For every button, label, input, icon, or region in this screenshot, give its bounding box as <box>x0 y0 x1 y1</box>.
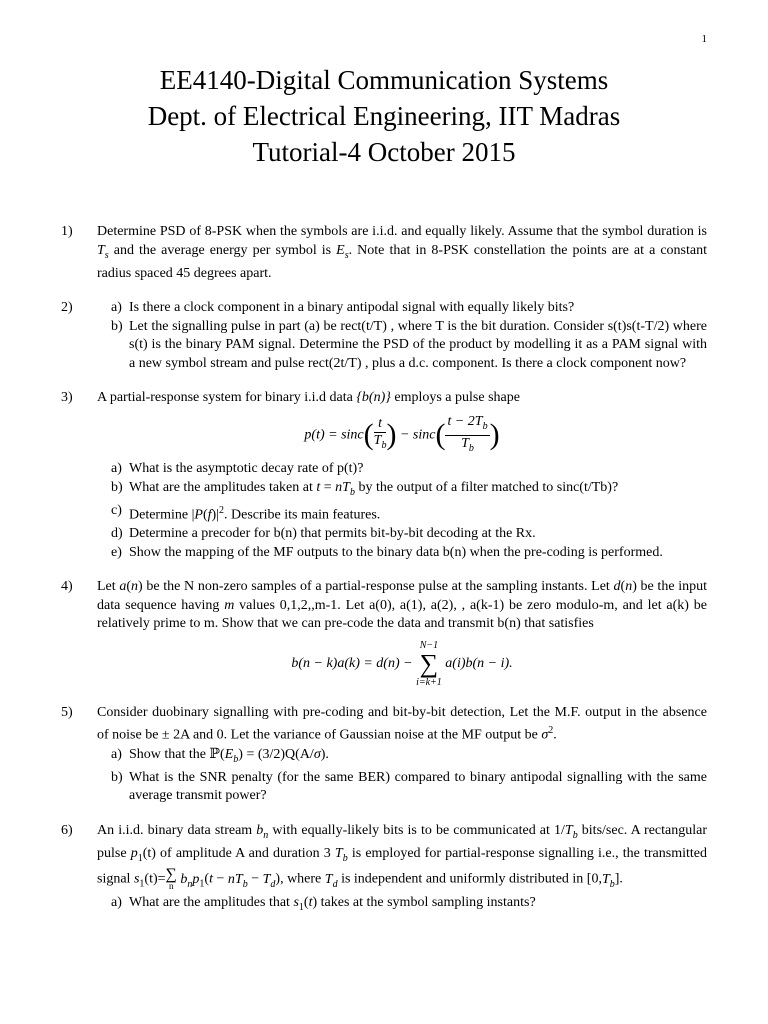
subquestion-label: b) <box>111 318 123 334</box>
subquestion-label: b) <box>111 769 123 785</box>
subquestion <box>97 460 707 479</box>
question-text: employs a pulse shape <box>390 390 520 406</box>
subquestion-text: = (3/2)Q(A/ <box>242 746 314 762</box>
course-title: EE4140-Digital Communication Systems <box>159 65 609 95</box>
subquestion-label: a) <box>111 746 122 762</box>
subquestion-label: b) <box>111 479 123 495</box>
question-text: (t) of amplitude A and duration 3 <box>142 846 335 862</box>
subquestion-label: a) <box>111 300 122 316</box>
subquestion <box>97 525 707 544</box>
subquestion-label: d) <box>111 526 123 542</box>
question-list <box>61 223 707 934</box>
subquestion: a) Show that the $ℙ(E_b) = (3/2)Q(A/\sigma)$. <box>111 746 329 765</box>
subquestion-label: a) <box>111 895 122 911</box>
precoding-equation: b(n − k)a(k) = d(n) − N−1 ∑ i=k+1 a(i)b(n − i). <box>291 639 513 688</box>
question-number: 3) <box>61 390 73 406</box>
subquestion-text: Let the signalling pulse in part (a) be rect(t/T) , where T is the bit duration. Consider s(t)s(t-T/2) where s(t) is the binary PAM signal. Determine the PSD of the product by modelling it as a PAM signal with a new symbol stream and pulse rect(2t/T) , plus a d.c. component. Is there a clock component now? <box>129 318 707 371</box>
subquestion-label: e) <box>111 544 122 560</box>
subquestion <box>97 544 707 563</box>
question-text: A partial-response system for binary i.i.d data <box>97 390 357 406</box>
question-text: with equally-likely bits is to be communicated at 1/ <box>268 822 565 838</box>
subquestion-text: Show the mapping of the MF outputs to the binary data b(n) when the pre-coding is performed. <box>129 544 663 560</box>
question-3: 3) A partial-response system for binary i.i.d data {b(n)} employs a pulse shape p(t) = sinc( $\frac{t}{T_b}$ ) − sinc( $\frac{t - 2T_b}{T_b}$ ) a) What is the asymptotic decay rate of p(t)? b) What are the amplitudes taken at $t = nT_b$ by the output of a filter matched to sinc(t/Tb)? c) Determine $|P(f)|^2$. Describe its main features. d) Determine a precoder for b(n) that permits bit-by-bit decoding at the Rx. e) Show the mapping of the MF outputs to the binary data b(n) when the pre-coding is performed. <box>61 389 707 562</box>
subquestion-label: a) <box>111 461 122 477</box>
tutorial-date: Tutorial-4 October 2015 <box>252 137 516 167</box>
subquestion-text: Show that the <box>129 746 210 762</box>
subquestion-text: What are the amplitudes that <box>129 895 294 911</box>
subquestion-label: c) <box>111 503 122 519</box>
question-text: values 0,1,2,,m-1. Let a(0), a(1), a(2), , a(k-1) be zero modulo-m, and let a(k) be relatively prime to m. Show that we can pre-code the data and transmit b(n) that satisfies <box>97 597 707 632</box>
question-text: ]. <box>614 872 623 888</box>
subquestion-text: Determine <box>129 507 192 523</box>
question-number: 1) <box>61 224 73 239</box>
question-text: Determine PSD of 8-PSK when the symbols are i.i.d. and equally likely. Assume that the symbol duration is <box>97 224 707 239</box>
question-1: 1) Determine PSD of 8-PSK when the symbols are i.i.d. and equally likely. Assume that the symbol duration is $T_s$ and the average energy per symbol is $E_s$. Note that in 8-PSK constellation the points are at a constant radius spaced 45 degrees apart. <box>61 224 707 281</box>
question-text: is independent and uniformly distributed in [0, <box>337 872 602 888</box>
question-6: 6) An i.i.d. binary data stream $b_n$ with equally-likely bits is to be communicated at $1/T_b$ bits/sec. A rectangular pulse $p_1(t)$ of amplitude A and duration 3 $T_b$ is employed for partial-response signalling i.e., the transmitted signal $s_1(t)=$ ∑ n $b_np_1(t - nT_b - T_d)$, where $T_d$ is independent and uniformly distributed in $[0,T_b]$. a) What are the amplitudes that $s_1(t)$ takes at the symbol sampling instants? <box>61 822 707 918</box>
page-number: 1 <box>701 33 707 45</box>
question-text: , where <box>280 872 325 888</box>
question-text: bits/sec. A rectangular pulse <box>97 822 707 862</box>
question-number: 2) <box>61 300 73 316</box>
question-text: . Note that in 8-PSK constellation the points are at a constant radius spaced 45 degrees apart. <box>97 242 707 281</box>
question-text: (t)= <box>144 872 166 888</box>
question-2 <box>61 299 707 373</box>
question-text: and the average energy per symbol is <box>108 242 337 258</box>
question-number: 5) <box>61 704 73 720</box>
subquestion: c) Determine $|P(f)|^2$. Describe its main features. <box>111 503 381 523</box>
subquestion-text: What is the asymptotic decay rate of p(t)? <box>129 461 364 477</box>
pulse-shape-equation: p(t) = sinc( $\frac{t}{T_b}$ ) − sinc( $\frac{t - 2T_b}{T_b}$ ) <box>304 413 500 454</box>
question-number: 6) <box>61 822 73 838</box>
question-5: 5) Consider duobinary signalling with pre-coding and bit-by-bit detection, Let the M.F. output in the absence of noise be ± 2A and 0. Let the variance of Gaussian noise at the MF output be $\sigma^2$. a) Show that the $ℙ(E_b) = (3/2)Q(A/\sigma)$. b) What is the SNR penalty (for the same BER) compared to binary antipodal signalling with the same average transmit power? <box>61 704 707 806</box>
subquestion-text: What are the amplitudes taken at <box>129 479 317 495</box>
question-text: Let <box>97 579 120 595</box>
question-text: Consider duobinary signalling with pre-coding and bit-by-bit detection, Let the M.F. output in the absence of noise be ± 2A and 0. Let the variance of Gaussian noise at the MF output be <box>97 704 707 743</box>
subquestion: a) What are the amplitudes that $s_1(t)$ takes at the symbol sampling instants? <box>111 895 536 914</box>
document-title <box>0 62 768 170</box>
department: Dept. of Electrical Engineering, IIT Madras <box>147 101 621 131</box>
subquestion-text: Is there a clock component in a binary antipodal signal with equally likely bits? <box>129 300 575 316</box>
subquestion-text: What is the SNR penalty (for the same BER) compared to binary antipodal signalling with the same average transmit power? <box>129 769 707 804</box>
subquestion-text: takes at the symbol sampling instants? <box>317 895 536 911</box>
subquestion <box>97 318 707 374</box>
subquestion-text: . Describe its main features. <box>224 507 381 523</box>
subquestion-text: ). <box>320 746 329 762</box>
subquestion-text: Determine a precoder for b(n) that permits bit-by-bit decoding at the Rx. <box>129 526 536 542</box>
subquestion-text: by the output of a filter matched to sinc(t/Tb)? <box>354 479 619 495</box>
question-text: be the input data sequence having <box>97 579 708 613</box>
question-text: An i.i.d. binary data stream <box>97 822 257 838</box>
question-number: 4) <box>61 579 73 595</box>
subquestion: b) What are the amplitudes taken at $t = nT_b$ by the output of a filter matched to sinc(t/Tb)? <box>111 479 619 498</box>
question-4: 4) Let a(n) be the N non-zero samples of a partial-response pulse at the sampling instants. Let d(n) be the input data sequence having m values 0,1,2,,m-1. Let a(0), a(1), a(2), , a(k-1) be zero modulo-m, and let a(k) be relatively prime to m. Show that we can pre-code the data and transmit b(n) that satisfies b(n − k)a(k) = d(n) − N−1 ∑ i=k+1 a(i)b(n − i). <box>61 579 708 688</box>
question-text: is employed for partial-response signalling i.e., the transmitted signal <box>97 846 707 888</box>
subquestion <box>97 299 707 318</box>
question-text: be the N non-zero samples of a partial-response pulse at the sampling instants. Let <box>142 579 614 595</box>
subquestion <box>97 769 707 806</box>
